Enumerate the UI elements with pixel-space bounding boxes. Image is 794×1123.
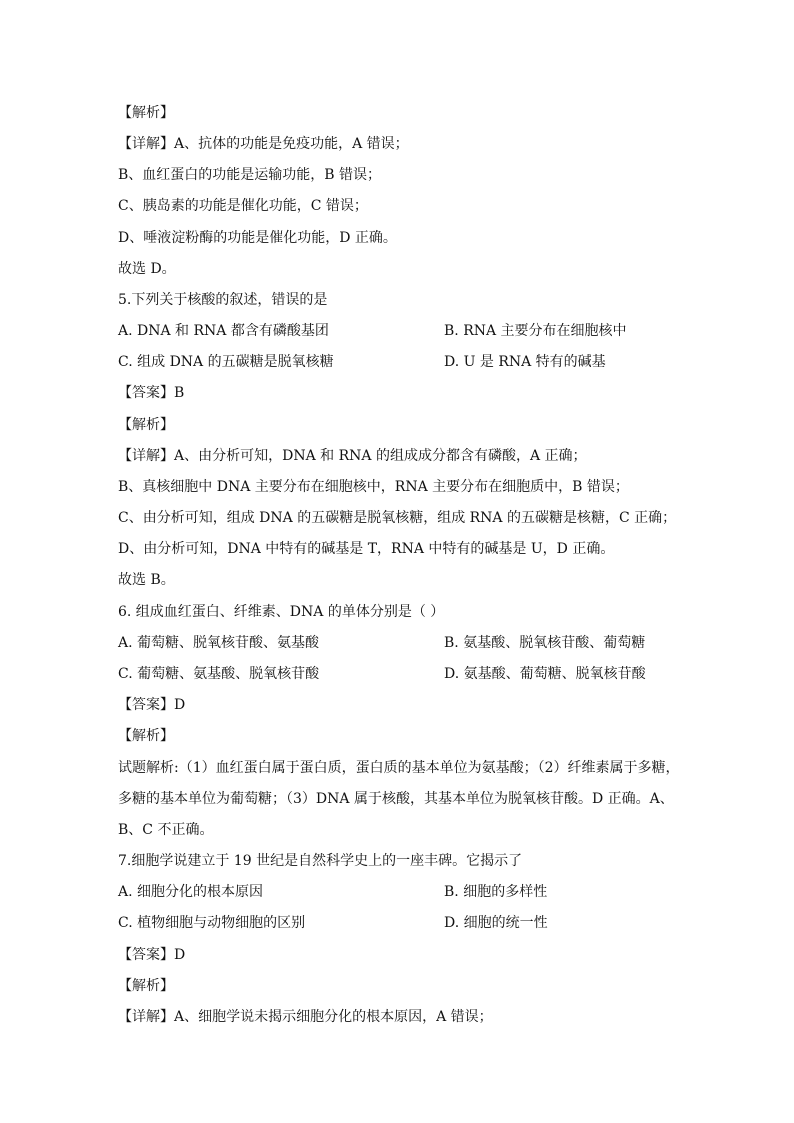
q7-answer: 【答案】D bbox=[118, 947, 186, 963]
q7-option-b: B. 细胞的多样性 bbox=[444, 884, 548, 900]
q4-detail-line: 【详解】A、抗体的功能是免疫功能，A 错误； bbox=[118, 136, 409, 152]
q6-option-d: D. 氨基酸、葡萄糖、脱氧核苷酸 bbox=[444, 666, 646, 682]
q6-detail-line: 试题解析:（1）血红蛋白属于蛋白质，蛋白质的基本单位为氨基酸；（2）纤维素属于多糖， bbox=[118, 760, 680, 776]
q7-detail-line: 【详解】A、细胞学说未揭示细胞分化的根本原因，A 错误； bbox=[118, 1009, 493, 1025]
q5-analysis-label: 【解析】 bbox=[118, 417, 174, 433]
q7-stem: 7.细胞学说建立于 19 世纪是自然科学史上的一座丰碑。它揭示了 bbox=[118, 853, 523, 869]
q5-detail-line: D、由分析可知，DNA 中特有的碱基是 T，RNA 中特有的碱基是 U，D 正确。 bbox=[118, 541, 615, 557]
q6-analysis-label: 【解析】 bbox=[118, 728, 174, 744]
q6-option-c: C. 葡萄糖、氨基酸、脱氧核苷酸 bbox=[118, 666, 320, 682]
q4-detail-line: D、唾液淀粉酶的功能是催化功能，D 正确。 bbox=[118, 230, 397, 246]
q6-option-a: A. 葡萄糖、脱氧核苷酸、氨基酸 bbox=[118, 635, 320, 651]
q7-option-a: A. 细胞分化的根本原因 bbox=[118, 884, 264, 900]
q5-detail-line: 【详解】A、由分析可知，DNA 和 RNA 的组成成分都含有磷酸，A 正确； bbox=[118, 448, 587, 464]
q4-detail-line: B、血红蛋白的功能是运输功能，B 错误； bbox=[118, 167, 382, 183]
q4-detail-line: C、胰岛素的功能是催化功能，C 错误； bbox=[118, 198, 368, 214]
q4-conclusion: 故选 D。 bbox=[118, 261, 176, 277]
q6-detail-line: 多糖的基本单位为葡萄糖；（3）DNA 属于核酸，其基本单位为脱氧核苷酸。D 正确。A、 bbox=[118, 791, 674, 807]
q6-option-b: B. 氨基酸、脱氧核苷酸、葡萄糖 bbox=[444, 635, 646, 651]
q5-conclusion: 故选 B。 bbox=[118, 572, 175, 588]
q7-option-c: C. 植物细胞与动物细胞的区别 bbox=[118, 915, 306, 931]
q5-answer: 【答案】B bbox=[118, 385, 185, 401]
q4-analysis-label: 【解析】 bbox=[118, 105, 174, 121]
q5-option-a: A. DNA 和 RNA 都含有磷酸基团 bbox=[118, 323, 329, 339]
q5-detail-line: B、真核细胞中 DNA 主要分布在细胞核中，RNA 主要分布在细胞质中，B 错误； bbox=[118, 479, 629, 495]
q6-detail-line: B、C 不正确。 bbox=[118, 822, 214, 838]
q5-stem: 5.下列关于核酸的叙述，错误的是 bbox=[118, 292, 328, 308]
q5-option-c: C. 组成 DNA 的五碳糖是脱氧核糖 bbox=[118, 354, 334, 370]
q7-analysis-label: 【解析】 bbox=[118, 978, 174, 994]
q5-option-b: B. RNA 主要分布在细胞核中 bbox=[444, 323, 627, 339]
q5-detail-line: C、由分析可知，组成 DNA 的五碳糖是脱氧核糖，组成 RNA 的五碳糖是核糖，C 正确； bbox=[118, 510, 677, 526]
q7-option-d: D. 细胞的统一性 bbox=[444, 915, 548, 931]
q6-answer: 【答案】D bbox=[118, 697, 186, 713]
q5-option-d: D. U 是 RNA 特有的碱基 bbox=[444, 354, 606, 370]
q6-stem: 6. 组成血红蛋白、纤维素、DNA 的单体分别是（ ） bbox=[118, 604, 445, 620]
